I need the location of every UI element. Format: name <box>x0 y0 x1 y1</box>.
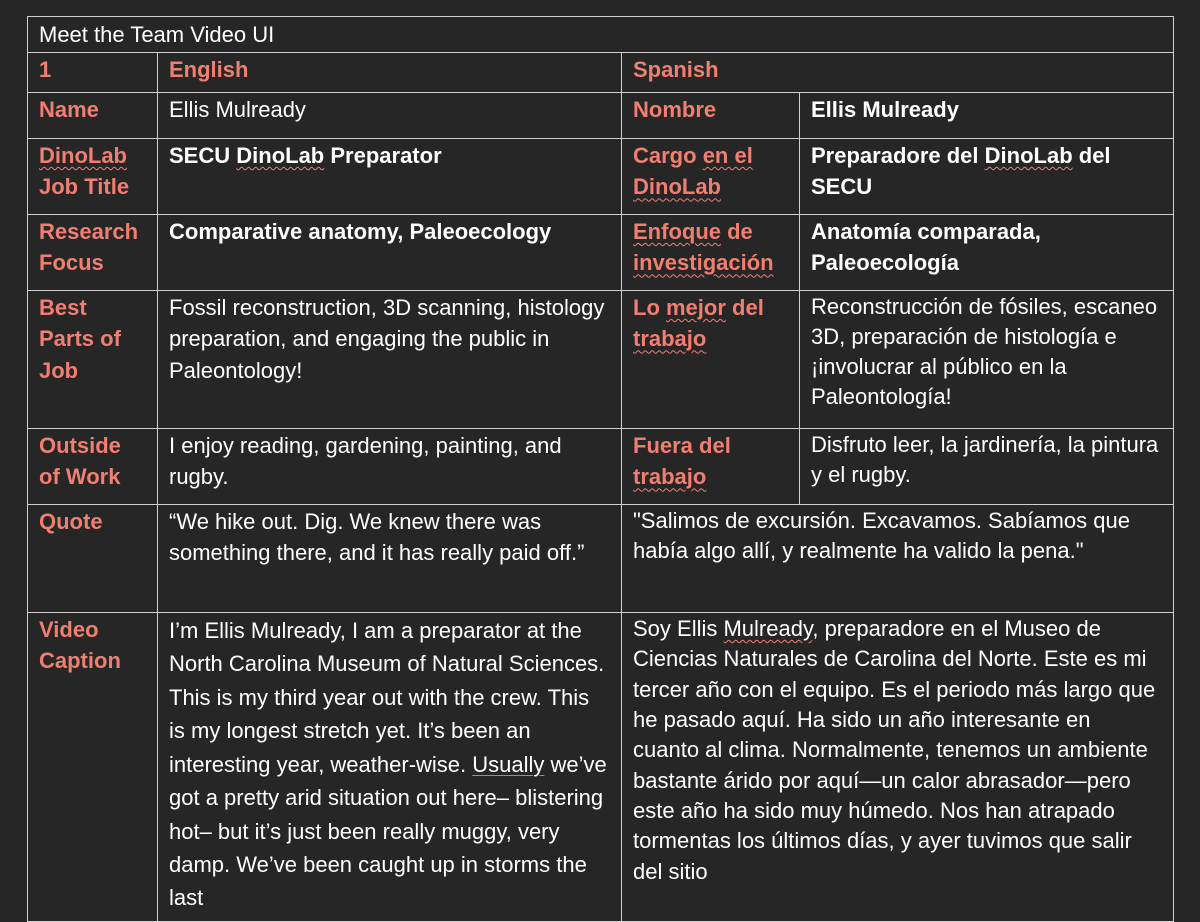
research-value-en[interactable]: Comparative anatomy, Paleoecology <box>158 214 622 290</box>
outside-label-es-part1: Fuera del <box>633 432 731 458</box>
best-parts-label-es-part2: mejor <box>666 294 726 320</box>
outside-work-row <box>28 428 1174 504</box>
research-label-es-part2: de <box>721 218 753 244</box>
quote-label-en[interactable]: Quote <box>28 504 158 612</box>
caption-label-en[interactable]: Video Caption <box>28 612 158 921</box>
outside-label-en[interactable]: Outside of Work <box>28 428 158 504</box>
quote-row <box>28 504 1174 612</box>
job-title-value-en-part1: SECU <box>169 142 237 168</box>
english-header[interactable]: English <box>158 53 622 92</box>
outside-value-es[interactable]: Disfruto leer, la jardinería, la pintura y el rugby. <box>800 428 1174 504</box>
document-title[interactable]: Meet the Team Video UI <box>28 17 1174 53</box>
job-title-label-en[interactable] <box>28 138 158 214</box>
team-info-table <box>27 16 1174 922</box>
quote-value-en[interactable]: “We hike out. Dig. We knew there was something there, and it has really paid off.” <box>158 504 622 612</box>
job-title-label-es-part3: DinoLab <box>633 174 721 200</box>
research-label-es[interactable] <box>622 214 800 290</box>
outside-value-en[interactable]: I enjoy reading, gardening, painting, and rugby. <box>158 428 622 504</box>
research-value-es[interactable]: Anatomía comparada, Paleoecología <box>800 214 1174 290</box>
job-title-value-es-part1: Preparadore del <box>811 142 985 168</box>
caption-value-en-part3: we’ve got a pretty arid situation out here– blistering hot– but it’s just been really muggy, very damp. We’ve been caught up in storms the last <box>169 751 607 911</box>
research-label-es-part3: investigación <box>633 250 774 276</box>
job-title-value-en-part2: DinoLab <box>236 142 325 168</box>
job-title-value-es[interactable] <box>800 138 1174 214</box>
job-title-row <box>28 138 1174 214</box>
job-title-label-es[interactable] <box>622 138 800 214</box>
title-row <box>28 17 1174 53</box>
research-label-en[interactable]: Research Focus <box>28 214 158 290</box>
row-number[interactable]: 1 <box>28 53 158 92</box>
best-parts-label-en[interactable]: Best Parts of Job <box>28 290 158 428</box>
best-parts-row <box>28 290 1174 428</box>
best-parts-label-es[interactable] <box>622 290 800 428</box>
caption-value-es-part2: Mulready <box>723 615 813 641</box>
job-title-value-es-part3: del SECU <box>811 142 1111 200</box>
name-label-en[interactable]: Name <box>28 92 158 138</box>
name-value-es[interactable]: Ellis Mulready <box>800 92 1174 138</box>
best-parts-value-en[interactable]: Fossil reconstruction, 3D scanning, histology preparation, and engaging the public in Paleontology! <box>158 290 622 428</box>
name-row <box>28 92 1174 138</box>
spanish-header[interactable]: Spanish <box>622 53 1174 92</box>
caption-value-es-part3: , preparadore en el Museo de Ciencias Naturales de Carolina del Norte. Este es mi tercer año con el equipo. Es el periodo más largo que he pasado aquí. Ha sido un año interesante en cuanto al clima. Normalmente, tenemos un ambiente bastante árido por aquí—un calor abrasador—pero este año ha sido muy húmedo. Nos han atrapado tormentas los últimos días, y ayer tuvimos que salir del sitio <box>633 615 1156 884</box>
job-title-value-en-part3: Preparator <box>324 142 442 168</box>
best-parts-label-es-part4: trabajo <box>633 326 707 352</box>
research-row <box>28 214 1174 290</box>
name-value-en[interactable]: Ellis Mulready <box>158 92 622 138</box>
best-parts-label-es-part1: Lo <box>633 294 666 320</box>
job-title-label-en-part2: Job Title <box>39 174 130 200</box>
job-title-value-es-part2: DinoLab <box>984 142 1073 168</box>
caption-value-en[interactable] <box>158 612 622 921</box>
caption-value-es[interactable] <box>622 612 1174 921</box>
job-title-label-es-part2: en el <box>702 142 753 168</box>
job-title-value-en[interactable] <box>158 138 622 214</box>
caption-value-en-part1: I’m Ellis Mulready, I am a preparator at the North Carolina Museum of Natural Sciences. This is my third year out with the crew. This is my longest stretch yet. It’s been an interesting year, weather-wise. <box>169 617 605 777</box>
header-row <box>28 53 1174 92</box>
research-label-es-part1: Enfoque <box>633 218 721 244</box>
outside-label-es-part2: trabajo <box>633 464 707 490</box>
caption-value-en-part2: Usually <box>472 751 545 777</box>
name-label-es[interactable]: Nombre <box>622 92 800 138</box>
caption-value-es-part1: Soy Ellis <box>633 615 724 641</box>
outside-label-es[interactable] <box>622 428 800 504</box>
quote-value-es[interactable]: "Salimos de excursión. Excavamos. Sabíamos que había algo allí, y realmente ha valido la pena." <box>622 504 1174 612</box>
job-title-label-es-part1: Cargo <box>633 142 703 168</box>
caption-row <box>28 612 1174 921</box>
job-title-label-en-part1: DinoLab <box>39 142 127 168</box>
best-parts-value-es[interactable]: Reconstrucción de fósiles, escaneo 3D, preparación de histología e ¡involucrar al público en la Paleontología! <box>800 290 1174 428</box>
best-parts-label-es-part3: del <box>725 294 764 320</box>
